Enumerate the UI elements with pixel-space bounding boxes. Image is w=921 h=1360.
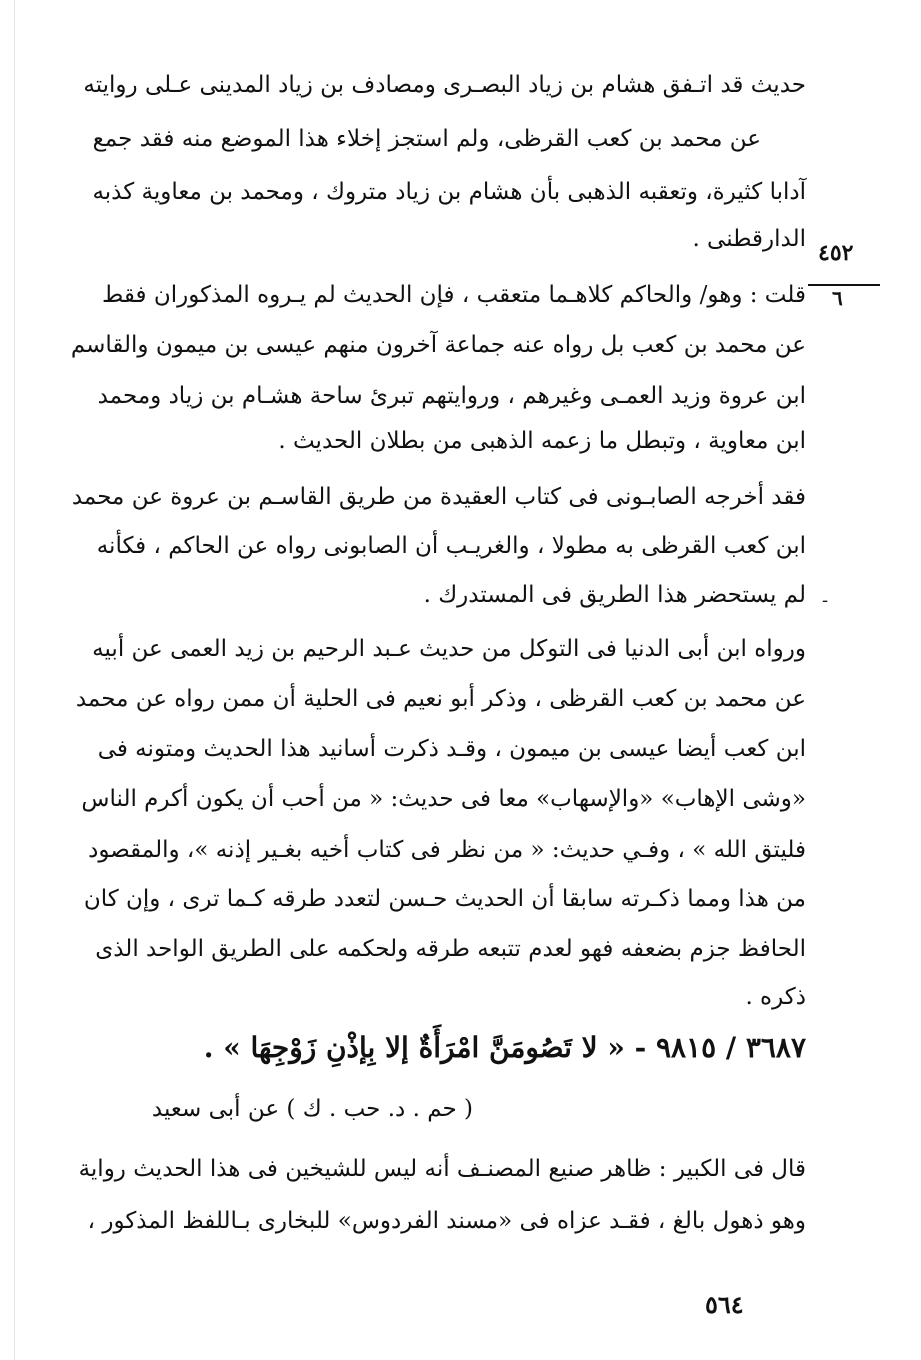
text-line: الدارقطنى . xyxy=(692,226,806,252)
text-line: الحافظ جزم بضعفه فهو لعدم تتبعه طرقه ولحكمه على الطريق الواحد الذى xyxy=(95,936,806,962)
text-line: ذكره . xyxy=(745,984,806,1010)
text-line: وهو ذهول بالغ ، فقـد عزاه فى «مسند الفردوس» للبخارى بـاللفظ المذكور ، xyxy=(87,1208,806,1234)
text-line: فقد أخرجه الصابـونى فى كتاب العقيدة من طريق القاسـم بن عروة عن محمد xyxy=(71,484,806,510)
text-line: عن محمد بن كعب القرظى ، وذكر أبو نعيم فى الحلية أن ممن رواه عن محمد xyxy=(75,686,806,712)
text-line: ورواه ابن أبى الدنيا فى التوكل من حديث عـبد الرحيم بن زيد العمى عن أبيه xyxy=(92,636,806,662)
margin-reference-subnumber: ٦ xyxy=(832,286,843,310)
margin-dash-mark: - xyxy=(822,590,829,611)
scan-edge-shadow xyxy=(14,0,15,1360)
text-line: حديث قد اتـفق هشام بن زياد البصـرى ومصادف بن زياد المدينى عـلى روايته xyxy=(83,72,806,98)
text-line: ابن كعب القرظى به مطولا ، والغريـب أن الصابونى رواه عن الحاكم ، فكأنه xyxy=(96,533,806,559)
text-line: من هذا ومما ذكـرته سابقا أن الحديث حـسن لتعدد طرقه كـما ترى ، وإن كان xyxy=(83,886,806,912)
margin-reference-number: ٤٥٢ xyxy=(818,240,854,266)
hadith-sources: ( حم . د. حب . ك ) عن أبى سعيد xyxy=(151,1096,473,1122)
margin-divider xyxy=(808,284,880,286)
page-number: ٥٦٤ xyxy=(705,1290,744,1319)
text-line: آدابا كثيرة، وتعقبه الذهبى بأن هشام بن زياد متروك ، ومحمد بن معاوية كذبه xyxy=(92,179,806,205)
text-line: لم يستحضر هذا الطريق فى المستدرك . xyxy=(423,582,806,608)
text-line: ابن كعب أيضا عيسى بن ميمون ، وقـد ذكرت أسانيد هذا الحديث ومتونه فى xyxy=(97,736,806,762)
text-line: عن محمد بن كعب القرظى، ولم استجز إخلاء هذا الموضع منه فقد جمع xyxy=(92,126,761,152)
hadith-heading: ٣٦٨٧ / ٩٨١٥ - « لا تَصُومَنَّ امْرَأَةٌ إلا بِإذْنِ زَوْجِهَا » . xyxy=(203,1031,806,1064)
text-line: عن محمد بن كعب بل رواه عنه جماعة آخرون منهم عيسى بن ميمون والقاسم xyxy=(70,332,806,358)
text-line: ابن معاوية ، وتبطل ما زعمه الذهبى من بطلان الحديث . xyxy=(278,428,806,454)
text-line: قلت : وهو/ والحاكم كلاهـما متعقب ، فإن الحديث لم يـروه المذكوران فقط xyxy=(102,282,806,308)
text-line: قال فى الكبير : ظاهر صنيع المصنـف أنه ليس للشيخين فى هذا الحديث رواية xyxy=(78,1156,806,1182)
text-line: «وشى الإهاب» «والإسهاب» معا فى حديث: « من أحب أن يكون أكرم الناس xyxy=(81,786,806,812)
text-line: فليتق الله » ، وفـي حديث: « من نظر فى كتاب أخيه بغـير إذنه »، والمقصود xyxy=(88,837,806,863)
text-line: ابن عروة وزيد العمـى وغيرهم ، وروايتهم تبرئ ساحة هشـام بن زياد ومحمد xyxy=(97,383,806,409)
